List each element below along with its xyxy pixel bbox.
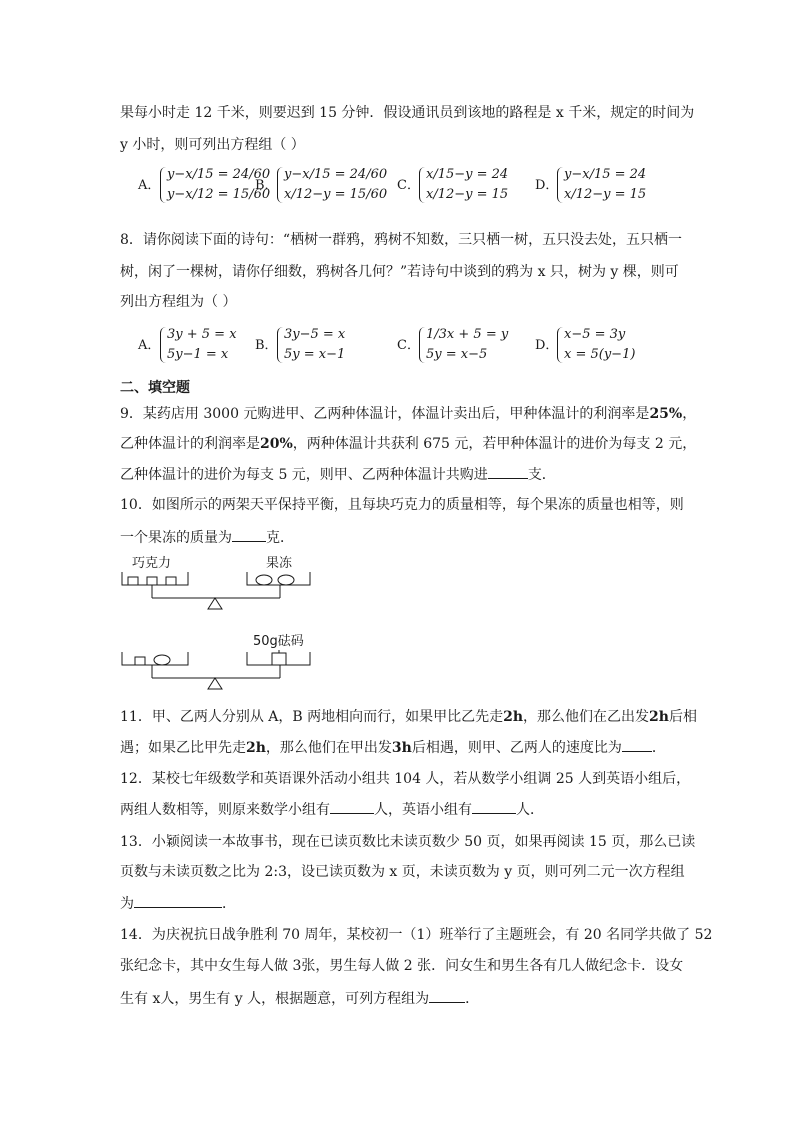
option-label: B． bbox=[255, 177, 278, 193]
equation: 1/3x + 5 = y bbox=[426, 327, 509, 342]
equation: 3y−5 = x bbox=[284, 327, 346, 342]
chocolate-block bbox=[147, 577, 157, 585]
q10-line-1: 10．如图所示的两架天平保持平衡，且每块巧克力的质量相等，每个果冻的质量也相等，则 bbox=[120, 497, 684, 513]
q14-line-3 bbox=[120, 988, 479, 1009]
time-value: 3h bbox=[391, 740, 412, 756]
equation: x/12−y = 15/60 bbox=[284, 187, 388, 202]
text: 乙种体温计的利润率是 bbox=[120, 436, 260, 452]
answer-blank[interactable] bbox=[488, 464, 528, 479]
text: 人，英语小组有 bbox=[374, 802, 472, 818]
option-label: D． bbox=[535, 337, 559, 353]
equation: x/12−y = 15 bbox=[564, 187, 647, 202]
chocolate-label: 巧克力 bbox=[132, 556, 172, 571]
text: 11．甲、乙两人分别从 A，B 两地相向而行，如果甲比乙先走 bbox=[120, 709, 504, 725]
weight-label: 50g砝码 bbox=[253, 634, 304, 649]
q7-option-c[interactable] bbox=[397, 165, 508, 205]
q13-line-3 bbox=[120, 893, 236, 914]
equation-system bbox=[160, 325, 237, 365]
fulcrum bbox=[208, 598, 222, 609]
option-label: D． bbox=[535, 177, 559, 193]
time-value: 2h bbox=[246, 740, 266, 756]
q8-option-d[interactable] bbox=[535, 325, 635, 365]
equation: 5y = x−1 bbox=[284, 347, 346, 362]
text: 生有 x人，男生有 y 人，根据题意，可列方程组为 bbox=[120, 991, 430, 1007]
q8-line-1: 8．请你阅读下面的诗句：“栖树一群鸦，鸦树不知数，三只栖一树，五只没去处，五只栖一 bbox=[120, 232, 683, 248]
percentage: 25% bbox=[649, 406, 683, 422]
text: 后相 bbox=[668, 709, 697, 725]
equation: y−x/15 = 24/60 bbox=[167, 167, 271, 182]
text: 乙种体温计的进价为每支 5 元，则甲、乙两种体温计共购进 bbox=[120, 467, 488, 483]
equation-system bbox=[557, 325, 635, 365]
q11-line-1 bbox=[120, 707, 697, 727]
fulcrum bbox=[208, 678, 222, 689]
q7-option-a[interactable] bbox=[138, 165, 270, 205]
text: 遇；如果乙比甲先走 bbox=[120, 740, 246, 756]
jelly bbox=[278, 575, 294, 585]
q8-line-2: 树，闲了一棵树，请你仔细数，鸦树各几何？”若诗句中谈到的鸦为 x 只，树为 y 棵，则可 bbox=[120, 264, 679, 280]
equation: x/12−y = 15 bbox=[426, 187, 509, 202]
option-label: A． bbox=[138, 337, 161, 353]
text: 一个果冻的质量为 bbox=[120, 530, 232, 546]
q12-line-1: 12．某校七年级数学和英语课外活动小组共 104 人，若从数学小组调 25 人到英语小组后， bbox=[120, 771, 691, 787]
text: 为 bbox=[120, 896, 134, 912]
text: 9．某药店用 3000 元购进甲、乙两种体温计，体温计卖出后，甲种体温计的利润率是 bbox=[120, 406, 650, 422]
text: ． bbox=[651, 740, 666, 756]
equation-system bbox=[277, 165, 387, 205]
q8-option-a[interactable] bbox=[138, 325, 237, 365]
equation: 5y−1 = x bbox=[167, 347, 229, 362]
text: ． bbox=[222, 896, 236, 912]
option-label: C． bbox=[397, 337, 420, 353]
answer-blank[interactable] bbox=[472, 799, 516, 814]
equation: x = 5(y−1) bbox=[564, 347, 636, 362]
q9-line-3 bbox=[120, 464, 556, 485]
text: 人． bbox=[516, 802, 544, 818]
q12-line-2 bbox=[120, 799, 544, 820]
equation-system bbox=[160, 165, 270, 205]
left-pan bbox=[122, 572, 188, 585]
answer-blank[interactable] bbox=[622, 737, 652, 752]
right-pan bbox=[247, 652, 310, 665]
equation: 3y + 5 = x bbox=[167, 327, 237, 342]
q9-line-2 bbox=[120, 434, 696, 454]
equation: y−x/15 = 24 bbox=[564, 167, 647, 182]
equation: x−5 = 3y bbox=[564, 327, 626, 342]
q7-option-d[interactable] bbox=[535, 165, 646, 205]
text: ，那么他们在乙出发 bbox=[523, 709, 650, 725]
option-label: B． bbox=[255, 337, 278, 353]
q14-line-1: 14．为庆祝抗日战争胜利 70 周年，某校初一（1）班举行了主题班会，有 20 名同学共做了 52 bbox=[120, 927, 713, 943]
answer-blank[interactable] bbox=[134, 893, 222, 908]
option-label: C． bbox=[397, 177, 420, 193]
section-heading: 二、填空题 bbox=[120, 380, 190, 396]
q7-option-b[interactable] bbox=[255, 165, 387, 205]
balance-drawing bbox=[120, 552, 320, 697]
q8-option-b[interactable] bbox=[255, 325, 345, 365]
answer-blank[interactable] bbox=[330, 799, 374, 814]
percentage: 20% bbox=[260, 436, 293, 452]
q8-option-c[interactable] bbox=[397, 325, 508, 365]
chocolate-block bbox=[166, 577, 176, 585]
text: ，那么他们在甲出发 bbox=[265, 740, 392, 756]
text: ． bbox=[465, 991, 480, 1007]
answer-blank[interactable] bbox=[232, 527, 266, 542]
text: ，两种体温计共获利 675 元，若甲种体温计的进价为每支 2 元， bbox=[292, 436, 697, 452]
time-value: 2h bbox=[649, 709, 669, 725]
answer-blank[interactable] bbox=[429, 988, 465, 1003]
jelly bbox=[154, 655, 170, 665]
weight-block bbox=[272, 653, 286, 665]
q13-line-1: 13．小颖阅读一本故事书，现在已读页数比未读页数少 50 页，如果再阅读 15 页，那么已读 bbox=[120, 834, 696, 850]
q10-line-2 bbox=[120, 527, 294, 548]
text: ， bbox=[682, 406, 697, 422]
q7-line-1: 果每小时走 12 千米，则要迟到 15 分钟．假设通讯员到该地的路程是 x 千米，规定的时间为 bbox=[120, 105, 695, 121]
text: 支． bbox=[527, 467, 556, 483]
q11-line-2 bbox=[120, 737, 666, 758]
equation: x/15−y = 24 bbox=[426, 167, 509, 182]
q7-line-2: y 小时，则可列出方程组（ ） bbox=[120, 137, 305, 153]
text: 两组人数相等，则原来数学小组有 bbox=[120, 802, 330, 818]
equation: 5y = x−5 bbox=[426, 347, 488, 362]
option-label: A． bbox=[138, 177, 161, 193]
jelly bbox=[256, 575, 272, 585]
q13-line-2: 页数与未读页数之比为 2:3，设已读页数为 x 页，未读页数为 y 页，则可列二元一次方程组 bbox=[120, 864, 685, 880]
jelly-label: 果冻 bbox=[266, 556, 293, 571]
equation-system bbox=[557, 165, 646, 205]
text: 后相遇，则甲、乙两人的速度比为 bbox=[411, 740, 622, 756]
chocolate-block bbox=[135, 657, 145, 665]
chocolate-block bbox=[128, 577, 138, 585]
time-value: 2h bbox=[503, 709, 524, 725]
equation-system bbox=[419, 325, 508, 365]
q8-line-3: 列出方程组为（ ） bbox=[120, 294, 237, 310]
text: 克． bbox=[266, 530, 294, 546]
equation-system bbox=[419, 165, 508, 205]
balance-figure bbox=[120, 552, 320, 697]
equation: y−x/12 = 15/60 bbox=[167, 187, 271, 202]
q9-line-1 bbox=[120, 404, 696, 424]
equation-system bbox=[277, 325, 345, 365]
q14-line-2: 张纪念卡，其中女生每人做 3张，男生每人做 2 张．问女生和男生各有几人做纪念卡．设女 bbox=[120, 958, 684, 974]
equation: y−x/15 = 24/60 bbox=[284, 167, 388, 182]
